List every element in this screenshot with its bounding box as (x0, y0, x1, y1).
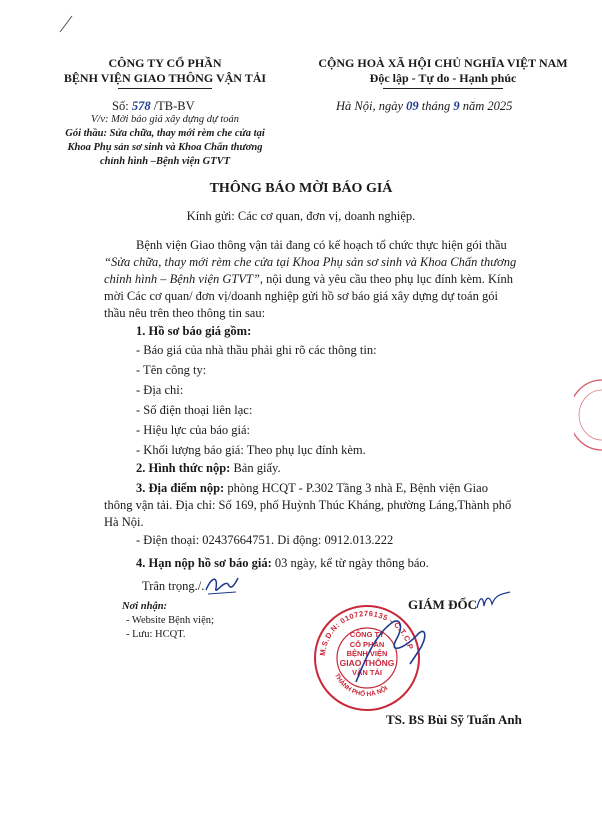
section4 (136, 555, 429, 572)
intro-line1: Bệnh viện Giao thông vận tải đang có kế hoạch tổ chức thực hiện gói thầu (136, 238, 507, 252)
nation-heading: CỘNG HOÀ XÃ HỘI CHỦ NGHĨA VIỆT NAM (318, 56, 568, 70)
list-item: - Lưu: HCQT. (126, 629, 186, 640)
section2-text: Bản giấy. (230, 461, 281, 475)
company-underline (118, 88, 212, 89)
date-line (336, 98, 512, 115)
intro-line3-rest: , nội dung và yêu cầu theo phụ lục đính kèm. Kính (259, 272, 513, 286)
director-signature (474, 590, 514, 612)
company-name-line2: BỆNH VIỆN GIAO THÔNG VẬN TẢI (63, 71, 267, 85)
date-year: năm 2025 (462, 99, 513, 113)
intro-line5: thầu nêu trên theo thông tin sau: (104, 306, 266, 320)
section3-heading: 3. Địa điểm nộp: (136, 481, 225, 495)
section1-heading: 1. Hồ sơ báo giá gồm: (136, 324, 252, 338)
intro-line4: mời Các cơ quan/ đơn vị/doanh nghiệp gửi hồ sơ báo giá xây dựng dự toán gói (104, 289, 498, 303)
intro-line2: “Sửa chữa, thay mới rèm che cửa tại Khoa Phụ sản sơ sinh và Khoa Chấn thương (104, 255, 517, 269)
number-suffix: /TB-BV (153, 99, 195, 113)
section3-line1 (104, 480, 576, 497)
stamp-line4: GIAO THÔNG (339, 657, 395, 668)
closing: Trân trọng./. (142, 579, 205, 593)
company-name-line1: CÔNG TY CỔ PHẦN (108, 56, 222, 70)
initials-signature (202, 572, 242, 598)
stamp-line5: VẬN TẢI (352, 668, 382, 677)
signer-name: TS. BS Bùi Sỹ Tuấn Anh (386, 712, 522, 727)
section2 (136, 460, 281, 477)
edge-stamp (574, 378, 602, 452)
director-main-signature (348, 612, 438, 692)
motto: Độc lập - Tự do - Hạnh phúc (369, 71, 517, 85)
list-item: - Website Bệnh viện; (126, 615, 214, 626)
subject-block (45, 113, 285, 169)
document-title: THÔNG BÁO MỜI BÁO GIÁ (209, 181, 393, 196)
section1-list (136, 342, 576, 462)
recipients-heading: Nơi nhận: (122, 601, 168, 612)
section2-heading: 2. Hình thức nộp: (136, 461, 231, 475)
motto-underline (383, 88, 503, 89)
list-item: - Báo giá của nhà thầu phải ghi rõ các thông tin: (136, 343, 377, 357)
stamp-bottom-text: THÀNH PHỐ HÀ NỘI (332, 672, 390, 699)
list-item: - Khối lượng báo giá: Theo phụ lục đính kèm. (136, 443, 366, 457)
list-item: - Tên công ty: (136, 363, 207, 377)
list-item: - Số điện thoại liên lạc: (136, 403, 253, 417)
list-item: - Địa chỉ: (136, 383, 184, 397)
intro-line3-italic: chỉnh hình – Bệnh viện GTVT” (104, 272, 260, 286)
section3 (104, 480, 576, 531)
number-handwritten: 578 (131, 99, 151, 113)
section3-line1-rest: phòng HCQT - P.302 Tầng 3 nhà E, Bệnh viện Giao (224, 481, 488, 495)
section4-text: 03 ngày, kể từ ngày thông báo. (271, 556, 429, 570)
signer-position: GIÁM ĐỐC (408, 597, 477, 612)
number-prefix: Số: (112, 99, 129, 113)
stamp-line3: BỆNH VIỆN (346, 649, 388, 658)
intro-line3 (104, 271, 574, 288)
intro-paragraph (104, 237, 574, 322)
date-place: Hà Nội, ngày (336, 99, 404, 113)
subject-line4: chỉnh hình –Bệnh viện GTVT (99, 156, 231, 167)
stamp-line1: CÔNG TY (349, 630, 385, 639)
stamp-ring-text: M.S.D.N: 0107276135 - C.T.C.P (317, 608, 416, 657)
date-day: 09 (406, 99, 419, 113)
recipients-list (126, 614, 214, 642)
subject-line1: V/v: Mời báo giá xây dựng dự toán (91, 114, 239, 125)
date-month: 9 (453, 99, 460, 113)
phone-line: - Điện thoại: 02437664751. Di động: 0912.013.222 (136, 533, 394, 547)
section3-line2: thông vận tải. Địa chỉ: Số 169, phố Huỳnh Thúc Kháng, phường Láng,Thành phố (104, 498, 512, 512)
stamp-line2: CỔ PHẦN (349, 639, 385, 649)
date-month-label: tháng (421, 99, 451, 113)
greeting: Kính gửi: Các cơ quan, đơn vị, doanh nghiệp. (186, 209, 416, 223)
subject-line2: Gói thầu: Sửa chữa, thay mới rèm che cửa tại (65, 128, 265, 139)
list-item: - Hiệu lực của báo giá: (136, 423, 251, 437)
section3-line3: Hà Nội. (104, 515, 144, 529)
pen-mark (58, 14, 74, 34)
section4-heading: 4. Hạn nộp hồ sơ báo giá: (136, 556, 272, 570)
subject-line3: Khoa Phụ sản sơ sinh và Khoa Chấn thương (67, 142, 263, 153)
